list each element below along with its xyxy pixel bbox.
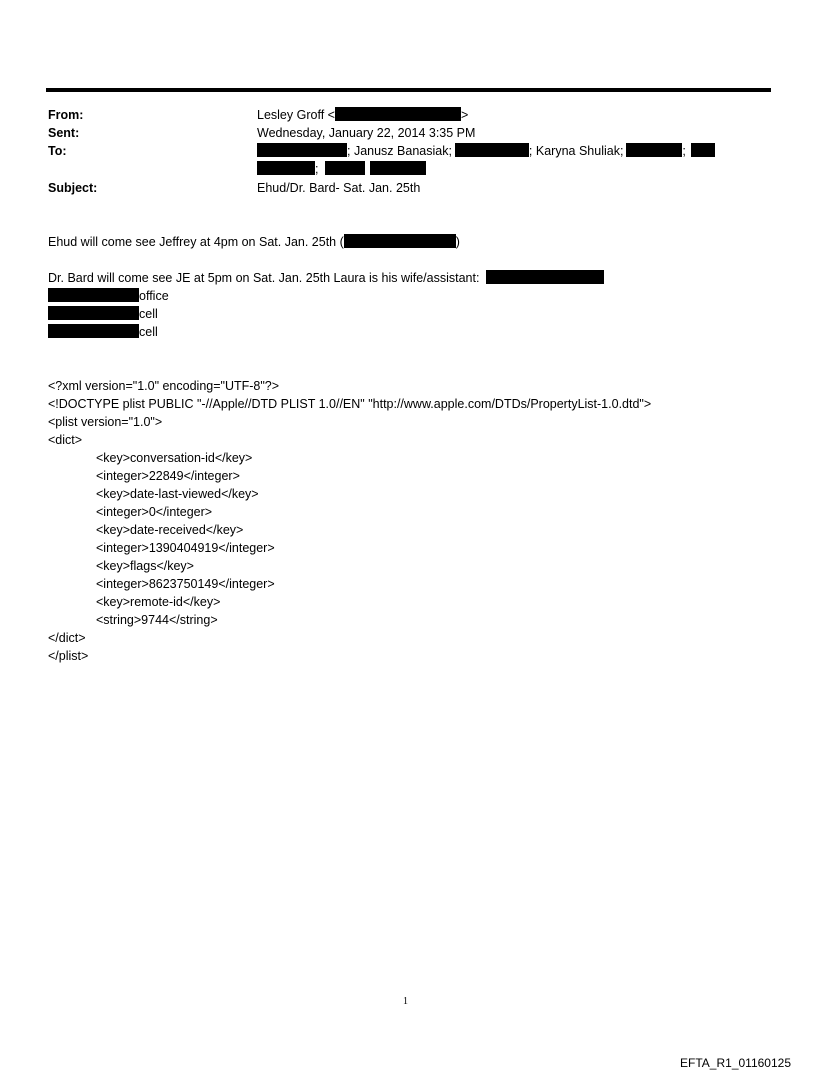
plist-line: </plist>	[48, 649, 89, 663]
to-value-line2	[257, 161, 426, 178]
plist-line: <!DOCTYPE plist PUBLIC "-//Apple//DTD PLIST 1.0//EN" "http://www.apple.com/DTDs/PropertyList-1.0.dtd">	[48, 397, 652, 411]
to-separator: ;	[682, 144, 686, 158]
plist-line: <string>9744</string>	[96, 613, 218, 627]
redaction-box	[455, 143, 529, 157]
to-label: To:	[48, 144, 67, 158]
redaction-box	[344, 234, 456, 248]
sent-value: Wednesday, January 22, 2014 3:35 PM	[257, 126, 476, 140]
plist-line: <plist version="1.0">	[48, 415, 163, 429]
redaction-box	[486, 270, 604, 284]
phone-label: cell	[139, 307, 158, 321]
to-separator: ;	[315, 162, 319, 176]
sent-label: Sent:	[48, 126, 80, 140]
page-number: 1	[403, 996, 408, 1007]
header-rule	[46, 88, 771, 92]
body-text: Ehud will come see Jeffrey at 4pm on Sat. Jan. 25th (	[48, 235, 344, 249]
from-close: >	[460, 108, 469, 122]
phone-label: cell	[139, 325, 158, 339]
body-text: Dr. Bard will come see JE at 5pm on Sat. Jan. 25th Laura is his wife/assistant:	[48, 271, 480, 285]
plist-line: <key>date-last-viewed</key>	[96, 487, 259, 501]
redaction-box	[626, 143, 682, 157]
from-value	[257, 107, 468, 124]
plist-line: <integer>1390404919</integer>	[96, 541, 275, 555]
plist-line: <integer>0</integer>	[96, 505, 213, 519]
subject-label: Subject:	[48, 181, 98, 195]
redaction-box	[48, 324, 139, 338]
subject-value: Ehud/Dr. Bard- Sat. Jan. 25th	[257, 181, 421, 195]
to-separator: ; Janusz Banasiak;	[347, 144, 452, 158]
plist-line: </dict>	[48, 631, 86, 645]
redaction-box	[48, 288, 139, 302]
body-line-bard	[48, 270, 604, 287]
from-name: Lesley Groff <	[257, 108, 335, 122]
redaction-box	[257, 161, 315, 175]
plist-line: <key>date-received</key>	[96, 523, 244, 537]
phone-line-office	[48, 288, 169, 305]
plist-line: <key>flags</key>	[96, 559, 194, 573]
phone-label: office	[139, 289, 169, 303]
bates-number: EFTA_R1_01160125	[680, 1056, 791, 1070]
redaction-box	[257, 143, 347, 157]
to-value-line1	[257, 143, 715, 160]
plist-line: <integer>8623750149</integer>	[96, 577, 275, 591]
plist-line: <key>remote-id</key>	[96, 595, 221, 609]
plist-line: <dict>	[48, 433, 83, 447]
to-separator: ; Karyna Shuliak;	[528, 144, 624, 158]
plist-line: <key>conversation-id</key>	[96, 451, 253, 465]
redaction-box	[691, 143, 715, 157]
redaction-box	[325, 161, 365, 175]
plist-line: <?xml version="1.0" encoding="UTF-8"?>	[48, 379, 280, 393]
redaction-box	[48, 306, 139, 320]
body-text: )	[455, 235, 460, 249]
body-line-ehud	[48, 234, 460, 251]
from-label: From:	[48, 108, 84, 122]
phone-line-cell	[48, 306, 158, 323]
redaction-box	[335, 107, 461, 121]
redaction-box	[370, 161, 426, 175]
plist-line: <integer>22849</integer>	[96, 469, 240, 483]
phone-line-cell	[48, 324, 158, 341]
